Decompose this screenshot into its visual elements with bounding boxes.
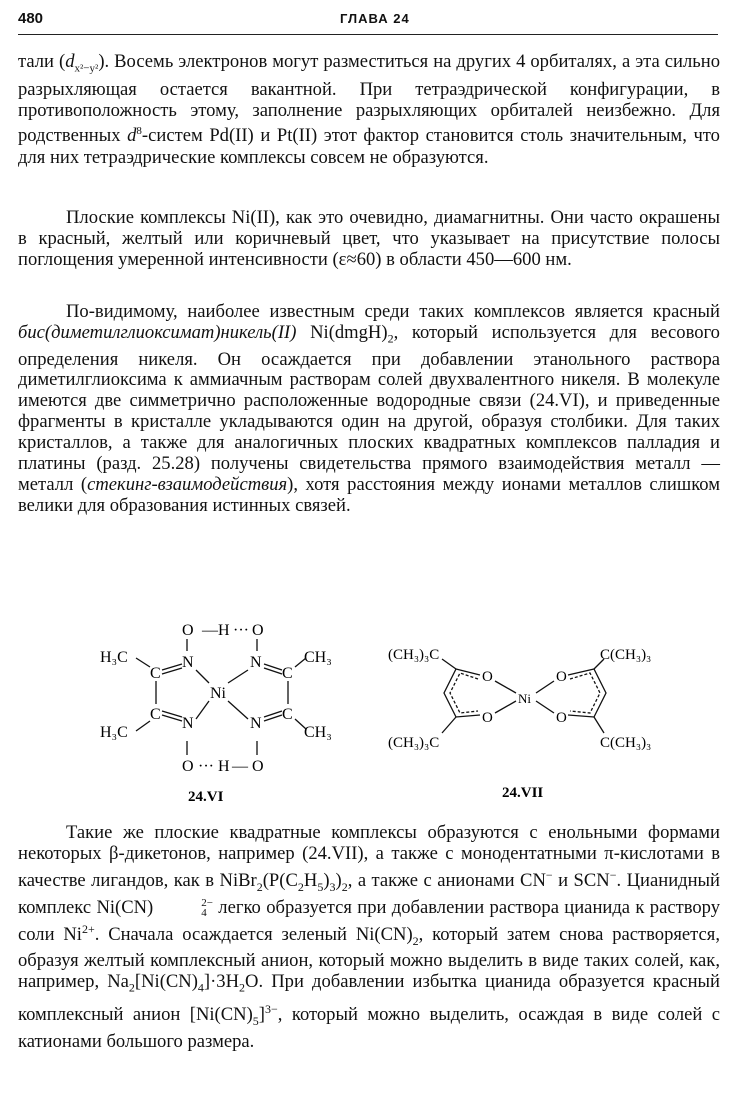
subscript: 5: [317, 879, 324, 894]
hbond-dots: ···: [198, 758, 214, 775]
subscript: 2: [256, 879, 263, 894]
methyl-label: CH₃: [304, 724, 332, 741]
nickel-label: Ni: [210, 685, 226, 702]
structures-svg: [90, 615, 710, 815]
oxygen-label: O: [182, 622, 194, 639]
right-ring: [568, 669, 606, 717]
subscript: 5: [252, 1013, 259, 1028]
page-number: 480: [18, 10, 44, 27]
text-fragment: , который можно выделить, осаждая в виде солей с катионами большого размера.: [18, 1004, 720, 1052]
oxygen-label: O: [252, 758, 264, 775]
superscript: 2+: [81, 921, 95, 936]
methyl-label: CH₃: [304, 649, 332, 666]
text-fragment: Такие же плоские квадратные комплексы образуются с енольными формами некоторых β-дикетонов, например (24.VII), а также с монодентатными π-кислотами в качестве лигандов, как в NiBr: [18, 822, 720, 891]
bond-line: [594, 659, 604, 669]
oxygen-label: O: [556, 669, 567, 685]
figure-caption: 24.VII: [502, 785, 544, 801]
bond-dash: —: [202, 622, 218, 639]
paragraph-3: [18, 302, 720, 517]
tert-butyl-label: (CH₃)₃C: [388, 735, 440, 751]
bond-line: [442, 659, 456, 669]
d-orbital-subscript: x²−y²: [74, 62, 99, 75]
superscript: −: [545, 867, 553, 882]
text-fragment: -систем Pd(II) и Pt(II) этот фактор становится столь значительным, что для них тетраэдрические комплексы совсем не образуются.: [18, 125, 720, 168]
right-ring-delocalized: [570, 673, 600, 713]
bond-line: [228, 670, 248, 683]
bond-dash: —: [232, 758, 248, 775]
nitrogen-label: N: [182, 715, 194, 732]
nitrogen-label: N: [182, 654, 194, 671]
bond-line: [196, 701, 209, 719]
d8-superscript: 8: [136, 125, 142, 138]
nitrogen-label: N: [250, 715, 262, 732]
tert-butyl-label: (CH₃)₃C: [388, 647, 440, 663]
text-fragment: и SCN: [552, 870, 610, 891]
nickel-label: Ni: [518, 691, 531, 706]
methyl-label: H₃C: [100, 649, 128, 666]
bond-line: [442, 717, 456, 733]
page-header: [18, 8, 718, 30]
superscript: −: [609, 867, 617, 882]
bond-line: [196, 670, 209, 683]
paragraph-2-text: Плоские комплексы Ni(II), как это очевидно, диамагнитны. Они часто окрашены в красный, желтый или коричневый цвет, что указывает на присутствие полосы поглощения умеренной интенсивности (ε≈60) в области 450—600 нм.: [18, 207, 720, 270]
bond-line: [136, 658, 150, 667]
superscript: 2−: [201, 897, 213, 910]
header-rule: [18, 34, 718, 35]
text-fragment: тали (: [18, 51, 66, 72]
subscript: 2: [297, 879, 304, 894]
oxygen-label: O: [556, 710, 567, 726]
text-fragment: ), хотя расстояния между ионами металлов слишком велики для образования истинных связей.: [18, 473, 720, 516]
text-fragment: . Цианидный комплекс Ni(CN): [18, 870, 720, 918]
text-fragment: ): [335, 870, 342, 891]
paragraph-5: [18, 823, 720, 1053]
paragraph-1: [18, 52, 720, 168]
figure-caption: 24.VI: [188, 789, 224, 805]
structure-24-vii: [388, 647, 651, 801]
d8-symbol: d: [127, 125, 137, 147]
text-fragment: ). Восемь электронов могут разместиться на других 4 орбиталях, а эта сильно разрыхляющая остается вакантной. При тетраэдрической конфигурации, в противоположность этому, заполнение разрыхляющих орбиталей неизбежно. Для родственных: [18, 51, 720, 147]
superscript: 3−: [264, 1001, 278, 1016]
text-fragment: , который затем снова растворяется, образуя желтый комплексный анион, который можно выделить в виде таких солей, как, например, Na: [18, 923, 720, 993]
paragraph-2: [18, 208, 720, 271]
bond-line: [536, 681, 554, 693]
text-fragment: ]·3H: [203, 971, 240, 993]
left-ring-delocalized: [450, 673, 478, 713]
tert-butyl-label: C(CH₃)₃: [600, 647, 652, 663]
text-fragment: H: [303, 870, 318, 891]
structure-24-vi: [100, 622, 332, 805]
nitrogen-label: N: [250, 654, 262, 671]
bond-line: [495, 701, 516, 713]
carbon-label: C: [282, 665, 293, 682]
carbon-label: C: [282, 706, 293, 723]
text-fragment: , а также с анионами CN: [347, 870, 546, 891]
hydrogen-label: H: [218, 758, 230, 775]
structures-figure: [90, 615, 710, 815]
text-fragment: , который используется для весового определения никеля. Он осаждается при добавлении этанольного раствора диметилглиоксима к аммиачным растворам солей двухвалентного никеля. В молекуле имеются две симметрично расположенные водородные связи (24.VI), и приведенные фрагменты в кристалле укладываются один на другой, образуя столбики. Для таких кристаллов, а также для аналогичных плоских квадратных комплексов палладия и платины (разд. 25.28) получены свидетельства прямого взаимодействия металл — металл (: [18, 321, 720, 495]
text-fragment: O. При добавлении избытка цианида образуется красный комплексный анион [Ni(CN): [18, 971, 720, 1026]
hydrogen-label: H: [218, 622, 230, 639]
subscript: 4: [201, 907, 207, 920]
carbon-label: C: [150, 665, 161, 682]
subscript: 3: [329, 879, 336, 894]
oxygen-label: O: [252, 622, 264, 639]
bond-line: [495, 681, 516, 693]
text-fragment: легко образуется при добавлении раствора цианида к раствору соли Ni: [18, 896, 720, 945]
text-fragment: [Ni(CN): [134, 971, 198, 993]
bond-line: [536, 701, 554, 713]
text-fragment: ]: [258, 1004, 265, 1026]
carbon-label: C: [150, 706, 161, 723]
bond-line: [228, 701, 248, 719]
subscript: 2: [341, 879, 348, 894]
oxygen-label: O: [182, 758, 194, 775]
tert-butyl-label: C(CH₃)₃: [600, 735, 652, 751]
subscript: 2: [239, 980, 246, 995]
hbond-dots: ···: [233, 622, 249, 639]
subscript: 2: [412, 933, 419, 948]
oxygen-label: O: [482, 669, 493, 685]
chapter-title: ГЛАВА 24: [340, 11, 410, 26]
formula-subscript: 2: [387, 331, 394, 346]
subscript: 2: [128, 980, 135, 995]
d-orbital-symbol: d: [65, 51, 75, 72]
bond-line: [136, 721, 150, 731]
formula: Ni(dmgH): [296, 321, 388, 343]
text-fragment: (P(C: [262, 870, 298, 891]
methyl-label: H₃C: [100, 724, 128, 741]
compound-name: бис(диметилглиоксимат)никель(II): [18, 321, 297, 343]
text-fragment: ): [323, 870, 330, 891]
stacking-term: стекинг-взаимодействия: [87, 473, 288, 495]
text-fragment: . Сначала осаждается зеленый Ni(CN): [94, 923, 413, 945]
oxygen-label: O: [482, 710, 493, 726]
bond-line: [594, 717, 604, 733]
subscript: 4: [197, 980, 204, 995]
text-fragment: По-видимому, наиболее известным среди таких комплексов является красный: [66, 301, 720, 322]
